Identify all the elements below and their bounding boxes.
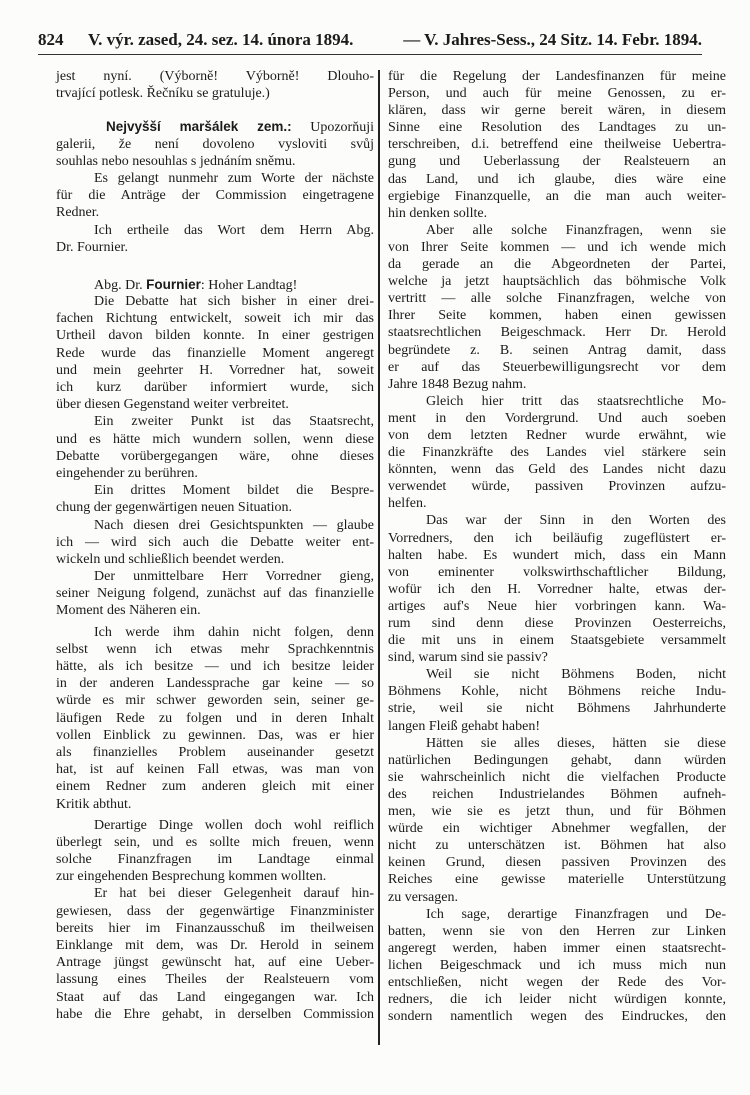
line-text: überlegt sein, und es sollte mich freuen, wenn xyxy=(56,834,374,850)
line-text: läufigen Rede zu folgen und in deren Inhalt xyxy=(56,710,374,726)
text-line xyxy=(56,85,374,102)
line-text: gewiesen, dass der gegenwärtige Finanzminister xyxy=(56,903,374,919)
line-text: habe die Ehre gehabt, in derselben Commission xyxy=(56,1006,374,1022)
text-line xyxy=(388,68,726,85)
line-text: welche ja jetzt hauptsächlich das böhmische Volk xyxy=(388,274,726,290)
text-line xyxy=(56,624,374,641)
line-text: Ich ertheile das Wort dem Herrn Abg. xyxy=(94,222,374,238)
line-text: ment in den Vordergrund. Und auch soeben xyxy=(388,410,726,426)
text-line xyxy=(388,530,726,547)
text-line xyxy=(56,834,374,851)
text-line xyxy=(56,153,374,170)
line-text: wofür ich den H. Vorredner halte, etwas der- xyxy=(388,581,726,597)
text-line xyxy=(56,431,374,448)
line-text: rum sind denn diese Provinzen Oesterreichs, xyxy=(388,616,726,631)
line-text: Staat auf das Land eingegangen war. Ich xyxy=(56,989,374,1005)
text-line xyxy=(56,68,374,85)
header-german-session: — V. Jahres-Sess., 24 Sitz. 14. Febr. 1894. xyxy=(403,30,702,49)
text-line xyxy=(56,551,374,568)
speaker-title: Abg. Dr. xyxy=(94,277,147,293)
text-line xyxy=(388,342,726,359)
text-line xyxy=(388,410,726,427)
text-line xyxy=(388,222,726,239)
page-header xyxy=(38,30,702,52)
line-text: Es gelangt nunmehr zum Worte der nächste xyxy=(94,170,374,186)
text-line xyxy=(388,871,726,888)
paragraph xyxy=(56,817,374,886)
line-text: Derartige Dinge wollen doch wohl reiflich xyxy=(94,817,374,833)
text-line xyxy=(56,954,374,971)
paragraph xyxy=(56,293,374,413)
text-line xyxy=(388,649,726,666)
text-line xyxy=(56,568,374,585)
text-line xyxy=(388,632,726,649)
line-text xyxy=(106,118,374,136)
line-text: langen Fleiß gehabt haben! xyxy=(388,718,541,734)
paragraph xyxy=(388,68,726,222)
text-line xyxy=(388,666,726,683)
paragraph xyxy=(388,666,726,734)
text-block xyxy=(56,68,374,102)
paragraph xyxy=(56,118,374,170)
line-text: fachen Richtung entwickelt, soweit ich mir das xyxy=(56,311,374,327)
paragraph xyxy=(56,276,374,293)
text-line xyxy=(388,495,726,512)
line-text: von dem letzten Redner wurde erwähnt, wie xyxy=(388,427,726,443)
line-text: Ein zweiter Punkt ist das Staatsrecht, xyxy=(94,414,374,430)
line-text: von eminenter volkswirthschaftlicher Bildung, xyxy=(388,564,726,580)
text-line xyxy=(56,136,374,153)
text-line xyxy=(56,744,374,761)
line-text: ich kurz darüber informiert wurde, sich xyxy=(56,380,374,395)
paragraph xyxy=(56,568,374,620)
line-text: hat, ist auf keinen Fall etwas, was man von xyxy=(56,762,374,778)
text-line xyxy=(388,718,726,735)
text-line xyxy=(388,786,726,803)
line-text: Aber alle solche Finanzfragen, wenn sie xyxy=(426,222,726,238)
line-text: natürlichen Bedingungen gehabt, dann würden xyxy=(388,752,726,768)
text-line xyxy=(56,239,374,256)
text-block xyxy=(56,276,374,620)
line-text: begründete z. B. seinen Antrag damit, dass xyxy=(388,342,726,358)
line-text: bereits hier im Finanzausschuß im theilweisen xyxy=(56,920,374,936)
line-text: terschreiben, d.i. betreffend eine theilweise Uebertra- xyxy=(388,137,726,153)
text-line xyxy=(56,534,374,551)
line-text: men, wie sie es jetzt thun, und für Böhmen xyxy=(388,804,726,820)
line-text: könnten, wenn das Geld des Landes nicht dazu xyxy=(388,462,726,478)
text-line xyxy=(388,324,726,341)
line-text: solche Finanzfragen im Landtage einmal xyxy=(56,852,374,868)
text-line xyxy=(388,547,726,564)
paragraph xyxy=(56,517,374,569)
line-text: galerii, že není dovoleno vysloviti svůj xyxy=(56,136,374,152)
text-line xyxy=(388,564,726,581)
text-line xyxy=(388,427,726,444)
line-text: Gleich hier tritt das staatsrechtliche Mo- xyxy=(426,393,726,409)
text-line xyxy=(56,868,374,885)
text-line xyxy=(388,171,726,188)
text-line xyxy=(56,641,374,658)
line-text: redners, die ich leider nicht würdigen konnte, xyxy=(388,992,726,1008)
text-line xyxy=(388,923,726,940)
line-text: trvající potlesk. Řečníku se gratuluje.) xyxy=(56,86,270,102)
line-text: da gerade an die Abgeordneten der Partei, xyxy=(388,257,726,273)
column-divider xyxy=(378,70,380,1045)
text-line xyxy=(56,482,374,499)
text-line xyxy=(56,448,374,465)
text-line xyxy=(56,310,374,327)
paragraph xyxy=(388,393,726,513)
text-line xyxy=(388,837,726,854)
text-line xyxy=(56,204,374,221)
line-text: von Ihrer Seite kommen — und ich wende mich xyxy=(388,239,726,255)
line-text: vollen Einblick zu gewinnen. Das, was er hier xyxy=(56,727,374,743)
line-text: einem Redner zum anderen gleich mit einer xyxy=(56,779,374,795)
text-line xyxy=(388,85,726,102)
text-line xyxy=(56,761,374,778)
text-line xyxy=(56,937,374,954)
line-text: Moment des Näheren ein. xyxy=(56,603,201,619)
line-text: Ich sage, derartige Finanzfragen und De- xyxy=(426,906,726,922)
line-text: chung der gegenwärtigen neuen Situation. xyxy=(56,500,292,516)
paragraph xyxy=(388,222,726,393)
text-line xyxy=(388,991,726,1008)
line-text: Person, und auch für meine Genossen, zu er- xyxy=(388,86,726,102)
line-text: Jahre 1848 Bezug nahm. xyxy=(388,376,527,392)
line-text: Ihrer Seite kommen, haben einen gewissen xyxy=(388,308,726,324)
line-text: souhlas nebo nesouhlas s jednáním sněmu. xyxy=(56,153,296,169)
text-line xyxy=(388,478,726,495)
line-text: Redner. xyxy=(56,205,100,221)
header-czech-session: V. výr. zased, 24. sez. 14. února 1894. xyxy=(88,30,354,49)
line-text: Antrage jüngst gewünscht hat, auf eine Ueber- xyxy=(56,955,374,971)
line-text: sind, warum sind sie passiv? xyxy=(388,650,548,666)
text-line xyxy=(388,290,726,307)
text-line xyxy=(388,700,726,717)
paragraph xyxy=(56,170,374,222)
line-text: Nach diesen drei Gesichtspunkten — glaube xyxy=(94,517,374,533)
line-text: vertritt — alle solche Finanzfragen, welche von xyxy=(388,291,726,307)
line-text: ich — wird sich auch die Debatte weiter ent- xyxy=(56,534,374,550)
text-line xyxy=(56,499,374,516)
text-line xyxy=(56,118,374,135)
line-text: er auf das Steuerbewilligungsrecht vor dem xyxy=(388,359,726,375)
line-text: Reiches eine gewisse materielle Unterstützung xyxy=(388,872,726,888)
text-line xyxy=(388,188,726,205)
text-line xyxy=(56,602,374,619)
line-text: für die Anträge der Commission eingetragene xyxy=(56,188,374,204)
text-line xyxy=(388,512,726,529)
line-text: hätte, als ich besitze — und ich besitze leider xyxy=(56,659,374,674)
line-text: klären, dass wir gerne bereit wären, in diesem xyxy=(388,103,726,119)
text-line xyxy=(56,517,374,534)
text-line xyxy=(388,205,726,222)
text-line xyxy=(56,585,374,602)
speaker-name: Nejvyšší maršálek zem.: xyxy=(106,119,292,135)
line-text: entschließen, nicht wegen der Rede des Vor- xyxy=(388,974,726,990)
text-line xyxy=(388,136,726,153)
line-text: selbst wenn ich etwas mehr Sprachkenntnis xyxy=(56,641,374,657)
text-line xyxy=(56,187,374,204)
line-text: Hätten sie alles dieses, hätten sie diese xyxy=(426,735,726,751)
line-text: jest nyní. (Výborně! Výborně! Dlouho- xyxy=(56,69,374,84)
right-column xyxy=(388,68,726,1025)
text-line xyxy=(388,1008,726,1025)
speaker-name: Fournier xyxy=(146,276,201,292)
line-text: lichen Beigeschmack und ich muss mich nun xyxy=(388,957,726,973)
line-text: und mein geehrter H. Vorredner hat, soweit xyxy=(56,362,374,378)
line-text: eingehender zu berühren. xyxy=(56,465,198,481)
page-number: 824 xyxy=(38,30,64,49)
paragraph xyxy=(56,68,374,102)
line-text: lassung eines Theiles der Realsteuern vom xyxy=(56,972,374,988)
line-text: angeregt werden, haben immer einen staatsrecht- xyxy=(388,940,726,956)
text-line xyxy=(56,396,374,413)
text-block xyxy=(56,118,374,256)
text-line xyxy=(56,345,374,362)
paragraph xyxy=(56,624,374,813)
line-text: Ein drittes Moment bildet die Bespre- xyxy=(94,483,374,499)
text-line xyxy=(388,256,726,273)
line-text: sie wahrscheinlich nicht die vielfachen Producte xyxy=(388,769,726,785)
text-line xyxy=(56,692,374,709)
line-text: gung und Ueberlassung der Realsteuern an xyxy=(388,154,726,170)
paragraph xyxy=(56,222,374,256)
text-line xyxy=(388,957,726,974)
text-line xyxy=(56,851,374,868)
text-line xyxy=(56,379,374,396)
text-line xyxy=(56,362,374,379)
text-line xyxy=(56,170,374,187)
line-text: wickeln und schließlich beendet werden. xyxy=(56,551,285,567)
text-line xyxy=(388,376,726,393)
text-line xyxy=(388,854,726,871)
text-line xyxy=(388,598,726,615)
line-text: strie, weil sie nicht Böhmens Jahrhunderte xyxy=(388,701,726,717)
text-line xyxy=(56,710,374,727)
speech-text: : Hoher Landtag! xyxy=(200,277,298,293)
line-text: Der unmittelbare Herr Vorredner gieng, xyxy=(94,569,374,585)
paragraph xyxy=(388,512,726,666)
text-line xyxy=(56,293,374,310)
text-block xyxy=(56,817,374,1023)
line-text: seiner Neigung folgend, zunächst auf das finanzielle xyxy=(56,586,374,602)
text-line xyxy=(388,239,726,256)
line-text: Die Debatte hat sich bisher in einer drei- xyxy=(94,294,374,310)
line-text: zu versagen. xyxy=(388,889,458,905)
text-line xyxy=(388,461,726,478)
line-text: Einklange mit dem, was Dr. Herold in seinem xyxy=(56,938,374,953)
line-text: Vorredners, den ich beiläufig zugeflüstert er- xyxy=(388,530,726,546)
line-text: hin denken sollte. xyxy=(388,205,488,221)
text-line xyxy=(388,803,726,820)
text-line xyxy=(388,119,726,136)
text-line xyxy=(388,273,726,290)
text-line xyxy=(388,683,726,700)
text-block xyxy=(388,68,726,1025)
text-line xyxy=(388,307,726,324)
line-text: artiges auf's Neue hier vorbringen kann. Wa- xyxy=(388,598,726,614)
text-line xyxy=(56,989,374,1006)
line-text: Er hat bei dieser Gelegenheit darauf hin- xyxy=(94,886,374,902)
text-line xyxy=(56,465,374,482)
text-line xyxy=(56,1006,374,1023)
text-block xyxy=(56,624,374,813)
line-text: Sinne eine Resolution des Landtages zu un- xyxy=(388,120,726,136)
text-line xyxy=(56,920,374,937)
line-text: die mit uns in einem Staatsgebiete versammelt xyxy=(388,633,726,649)
text-line xyxy=(388,906,726,923)
text-line xyxy=(388,735,726,752)
text-line xyxy=(56,778,374,795)
header-rule xyxy=(38,54,702,55)
line-text: helfen. xyxy=(388,496,427,512)
line-text: zur eingehenden Besprechung kommen wollten. xyxy=(56,869,327,885)
line-text: die Finanzkräfte des Landes viel stärkere sein xyxy=(388,445,726,461)
line-text: würde es mir schwer geworden sein, seiner ge- xyxy=(56,693,374,709)
text-line xyxy=(388,820,726,837)
line-text: in der anderen Landessprache gar keine — so xyxy=(56,676,374,692)
text-line xyxy=(388,974,726,991)
line-text: des reichen Industrielandes Böhmen aufneh- xyxy=(388,786,726,802)
text-line xyxy=(56,817,374,834)
line-text: das Land, und ich glaube, dies wäre eine xyxy=(388,171,726,187)
text-line xyxy=(56,727,374,744)
text-line xyxy=(388,769,726,786)
line-text: würde ein wichtiger Abnehmer wegfallen, der xyxy=(388,821,726,837)
text-line xyxy=(56,885,374,902)
line-text: Dr. Fournier. xyxy=(56,239,128,255)
line-text: nicht zu unterschätzen ist. Böhmen hat also xyxy=(388,838,726,854)
line-text: verwendet würde, passiven Provinzen aufzu- xyxy=(388,479,726,495)
line-text: keinen Grund, diesen passiven Provinzen des xyxy=(388,855,726,871)
text-line xyxy=(56,413,374,430)
text-line xyxy=(388,444,726,461)
text-line xyxy=(56,971,374,988)
text-line xyxy=(388,153,726,170)
text-line xyxy=(388,940,726,957)
line-text: Böhmens Kohle, nicht Böhmens reiche Indu- xyxy=(388,684,726,700)
text-line xyxy=(388,393,726,410)
line-text: Debatte vorübergegangen wäre, ohne dieses xyxy=(56,448,374,464)
paragraph xyxy=(56,482,374,516)
text-line xyxy=(56,327,374,344)
line-text: sondern namentlich wegen des Eindruckes, den xyxy=(388,1009,726,1025)
paragraph xyxy=(56,885,374,1023)
line-text: und es hätte mich wundern sollen, wenn diese xyxy=(56,431,374,447)
text-line xyxy=(388,359,726,376)
left-column xyxy=(56,68,374,1023)
line-text: Das war der Sinn in den Worten des xyxy=(426,513,726,529)
text-line xyxy=(56,276,374,293)
paragraph xyxy=(388,906,726,1026)
speech-text: Upozorňuji xyxy=(291,120,374,136)
paragraph xyxy=(388,735,726,906)
line-text: staatsrechtlichen Beigeschmack. Herr Dr. Herold xyxy=(388,325,726,341)
line-text: über diesen Gegenstand weiter verbreitet. xyxy=(56,397,289,413)
line-text: halten habe. Es wundert mich, dass ein Mann xyxy=(388,547,726,563)
line-text: Weil sie nicht Böhmens Boden, nicht xyxy=(426,667,726,683)
line-text: Kritik abthut. xyxy=(56,796,132,812)
line-text: ergiebige Finanzquelle, an die man auch weiter- xyxy=(388,188,726,204)
line-text: Rede wurde das finanzielle Moment angeregt xyxy=(56,345,374,361)
text-line xyxy=(388,752,726,769)
text-line xyxy=(56,658,374,675)
line-text: batten, wenn sie von den Herren zur Linken xyxy=(388,923,726,939)
text-line xyxy=(388,615,726,632)
line-text: für die Regelung der Landesfinanzen für meine xyxy=(388,69,726,84)
paragraph xyxy=(56,413,374,482)
line-text: als finanzielles Problem auseinander gesetzt xyxy=(56,744,374,760)
line-text: Urtheil davon bilden konnte. In einer gestrigen xyxy=(56,328,374,344)
text-line xyxy=(388,102,726,119)
text-line xyxy=(56,222,374,239)
text-line xyxy=(56,796,374,813)
text-line xyxy=(388,581,726,598)
line-text: Ich werde ihm dahin nicht folgen, denn xyxy=(94,624,374,640)
line-text xyxy=(94,276,297,294)
text-line xyxy=(56,903,374,920)
text-line xyxy=(388,889,726,906)
text-line xyxy=(56,675,374,692)
